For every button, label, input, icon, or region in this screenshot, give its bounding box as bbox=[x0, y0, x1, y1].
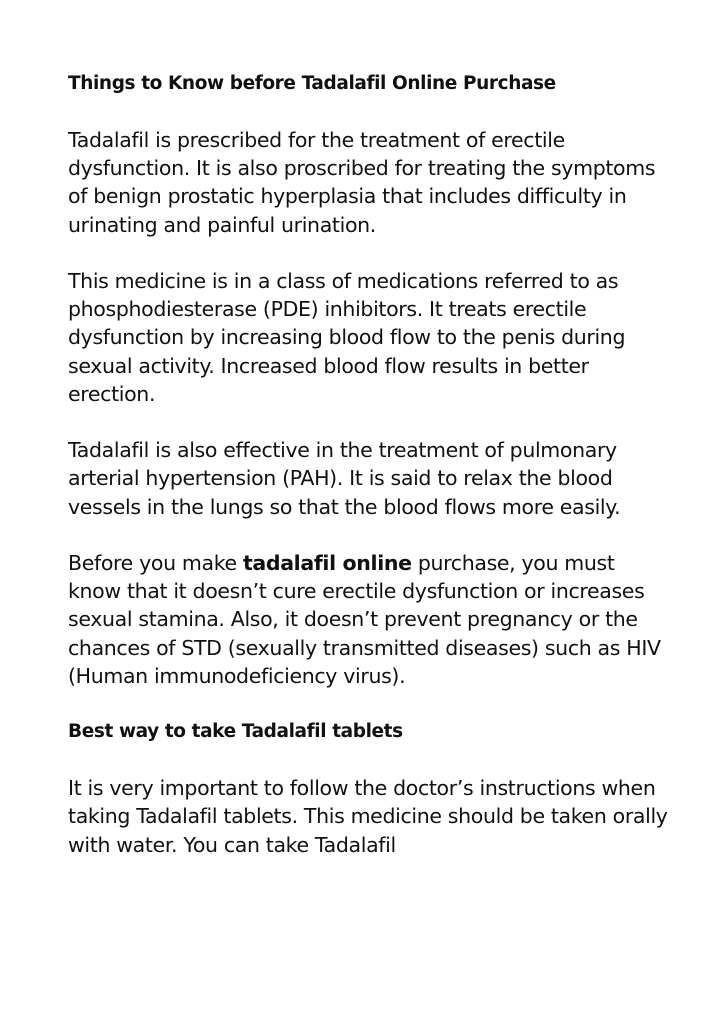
paragraph-doctor-instructions: It is very important to follow the doctor’s instructions when taking Tadalafil tablets. This medicine should be taken orally with water. You can take Tadalafil bbox=[68, 776, 668, 857]
document-body bbox=[68, 70, 668, 887]
keyword-tadalafil-online: tadalafil online bbox=[242, 551, 412, 575]
paragraph-pah-treatment: Tadalafil is also effective in the treatment of pulmonary arterial hypertension (PAH). It is said to relax the blood vessels in the lungs so that the blood flows more easily. bbox=[68, 438, 621, 519]
paragraph-pde-inhibitors: This medicine is in a class of medications referred to as phosphodiesterase (PDE) inhibitors. It treats erectile dysfunction by increasing blood flow to the penis during sexual activity. Increased blood flow results in better erection. bbox=[68, 269, 626, 406]
paragraph-prescribed-for: Tadalafil is prescribed for the treatment of erectile dysfunction. It is also proscribed for treating the symptoms of benign prostatic hyperplasia that includes difficulty in urinating and painful urination. bbox=[68, 128, 656, 237]
paragraph-before-purchase bbox=[68, 549, 668, 690]
section-heading-things-to-know: Things to Know before Tadalafil Online Purchase bbox=[68, 73, 556, 94]
section-heading-best-way: Best way to take Tadalafil tablets bbox=[68, 721, 403, 743]
paragraph-before-purchase-start: Before you make bbox=[68, 551, 243, 575]
paragraph-before-purchase-rest: purchase, you must know that it doesn’t cure erectile dysfunction or increases sexual stamina. Also, it doesn’t prevent pregnancy or the chances of STD (sexually transmitted diseases) such as HIV (Human immunodeficiency virus). bbox=[68, 551, 661, 688]
